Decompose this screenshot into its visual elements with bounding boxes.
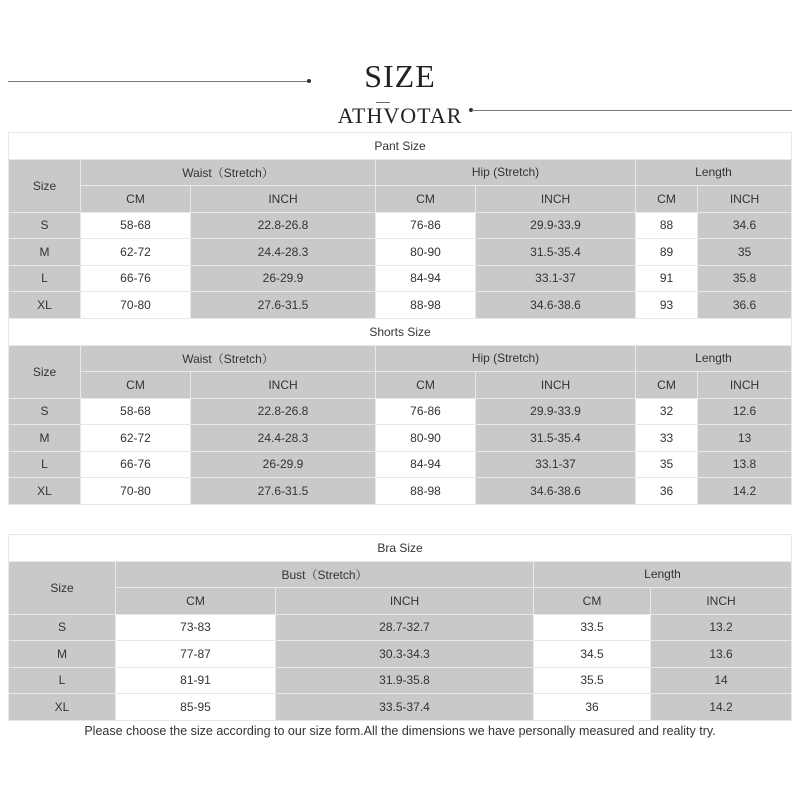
group-header-row — [9, 159, 792, 186]
value-cell: 76-86 — [376, 212, 476, 239]
value-cell: 88 — [636, 212, 698, 239]
table-row — [9, 398, 792, 425]
table-caption: Shorts Size — [9, 319, 792, 346]
table-caption-row — [9, 319, 792, 346]
size-cell: XL — [9, 478, 81, 505]
value-cell: 28.7-32.7 — [276, 614, 534, 641]
group-header: Waist（Stretch） — [81, 345, 376, 372]
value-cell: 31.5-35.4 — [476, 425, 636, 452]
value-cell: 12.6 — [698, 398, 792, 425]
value-cell: 36 — [534, 694, 651, 721]
value-cell: 29.9-33.9 — [476, 398, 636, 425]
value-cell: 13.8 — [698, 451, 792, 478]
value-cell: 13 — [698, 425, 792, 452]
unit-header: INCH — [651, 588, 792, 615]
size-cell: XL — [9, 292, 81, 319]
table-row — [9, 425, 792, 452]
group-header-row — [9, 561, 792, 588]
table-caption-row — [9, 535, 792, 562]
value-cell: 27.6-31.5 — [191, 292, 376, 319]
value-cell: 89 — [636, 239, 698, 266]
value-cell: 36 — [636, 478, 698, 505]
value-cell: 66-76 — [81, 265, 191, 292]
value-cell: 30.3-34.3 — [276, 641, 534, 668]
unit-header: CM — [636, 186, 698, 213]
unit-header: CM — [376, 372, 476, 399]
value-cell: 93 — [636, 292, 698, 319]
unit-header: INCH — [476, 372, 636, 399]
brand-name: ATHVOTAR — [337, 103, 463, 128]
size-cell: M — [9, 239, 81, 266]
size-cell: M — [9, 641, 116, 668]
size-cell: S — [9, 398, 81, 425]
unit-header: INCH — [191, 186, 376, 213]
value-cell: 31.5-35.4 — [476, 239, 636, 266]
value-cell: 34.6 — [698, 212, 792, 239]
value-cell: 73-83 — [116, 614, 276, 641]
value-cell: 84-94 — [376, 451, 476, 478]
bra-size-table — [8, 534, 792, 721]
value-cell: 34.6-38.6 — [476, 292, 636, 319]
value-cell: 14.2 — [698, 478, 792, 505]
table-row — [9, 451, 792, 478]
size-cell: S — [9, 614, 116, 641]
value-cell: 77-87 — [116, 641, 276, 668]
value-cell: 33.5-37.4 — [276, 694, 534, 721]
value-cell: 36.6 — [698, 292, 792, 319]
size-header: Size — [9, 345, 81, 398]
size-cell: L — [9, 265, 81, 292]
unit-header: CM — [534, 588, 651, 615]
value-cell: 62-72 — [81, 239, 191, 266]
value-cell: 22.8-26.8 — [191, 212, 376, 239]
value-cell: 31.9-35.8 — [276, 667, 534, 694]
unit-header: INCH — [276, 588, 534, 615]
value-cell: 14.2 — [651, 694, 792, 721]
value-cell: 35.8 — [698, 265, 792, 292]
value-cell: 58-68 — [81, 212, 191, 239]
table-row — [9, 641, 792, 668]
page-title: SIZE — [364, 58, 436, 94]
group-header: Bust（Stretch） — [116, 561, 534, 588]
value-cell: 34.6-38.6 — [476, 478, 636, 505]
table-caption-row — [9, 133, 792, 160]
value-cell: 34.5 — [534, 641, 651, 668]
table-row — [9, 212, 792, 239]
size-cell: M — [9, 425, 81, 452]
value-cell: 35 — [636, 451, 698, 478]
table-caption: Bra Size — [9, 535, 792, 562]
size-cell: L — [9, 451, 81, 478]
value-cell: 81-91 — [116, 667, 276, 694]
group-header-row — [9, 345, 792, 372]
unit-header: CM — [81, 186, 191, 213]
shorts-size-table — [8, 318, 792, 505]
table-row — [9, 478, 792, 505]
value-cell: 80-90 — [376, 425, 476, 452]
table-row — [9, 667, 792, 694]
table-row — [9, 265, 792, 292]
unit-header: CM — [636, 372, 698, 399]
unit-header: INCH — [476, 186, 636, 213]
group-header: Hip (Stretch) — [376, 159, 636, 186]
value-cell: 14 — [651, 667, 792, 694]
group-header: Length — [636, 345, 792, 372]
value-cell: 76-86 — [376, 398, 476, 425]
unit-header: INCH — [698, 186, 792, 213]
value-cell: 24.4-28.3 — [191, 425, 376, 452]
value-cell: 33.1-37 — [476, 451, 636, 478]
unit-header: INCH — [698, 372, 792, 399]
value-cell: 88-98 — [376, 292, 476, 319]
pant-size-table — [8, 132, 792, 319]
value-cell: 22.8-26.8 — [191, 398, 376, 425]
value-cell: 33.5 — [534, 614, 651, 641]
value-cell: 24.4-28.3 — [191, 239, 376, 266]
value-cell: 29.9-33.9 — [476, 212, 636, 239]
value-cell: 32 — [636, 398, 698, 425]
unit-header: CM — [81, 372, 191, 399]
table-row — [9, 292, 792, 319]
size-header: Size — [9, 159, 81, 212]
value-cell: 33.1-37 — [476, 265, 636, 292]
value-cell: 85-95 — [116, 694, 276, 721]
value-cell: 13.2 — [651, 614, 792, 641]
unit-header: CM — [376, 186, 476, 213]
unit-header: INCH — [191, 372, 376, 399]
size-header: Size — [9, 561, 116, 614]
value-cell: 27.6-31.5 — [191, 478, 376, 505]
value-cell: 35.5 — [534, 667, 651, 694]
value-cell: 91 — [636, 265, 698, 292]
value-cell: 66-76 — [81, 451, 191, 478]
value-cell: 26-29.9 — [191, 451, 376, 478]
value-cell: 26-29.9 — [191, 265, 376, 292]
size-cell: S — [9, 212, 81, 239]
unit-header: CM — [116, 588, 276, 615]
value-cell: 88-98 — [376, 478, 476, 505]
value-cell: 62-72 — [81, 425, 191, 452]
decor-line-right — [472, 110, 792, 111]
size-note: Please choose the size according to our size form.All the dimensions we have personally measured and reality try. — [84, 724, 716, 738]
group-header: Length — [636, 159, 792, 186]
value-cell: 80-90 — [376, 239, 476, 266]
table-caption: Pant Size — [9, 133, 792, 160]
value-cell: 70-80 — [81, 478, 191, 505]
group-header: Hip (Stretch) — [376, 345, 636, 372]
unit-header-row — [9, 588, 792, 615]
value-cell: 58-68 — [81, 398, 191, 425]
value-cell: 84-94 — [376, 265, 476, 292]
table-row — [9, 614, 792, 641]
group-header: Length — [534, 561, 792, 588]
unit-header-row — [9, 372, 792, 399]
table-row — [9, 239, 792, 266]
value-cell: 70-80 — [81, 292, 191, 319]
unit-header-row — [9, 186, 792, 213]
group-header: Waist（Stretch） — [81, 159, 376, 186]
value-cell: 13.6 — [651, 641, 792, 668]
table-row — [9, 694, 792, 721]
value-cell: 35 — [698, 239, 792, 266]
value-cell: 33 — [636, 425, 698, 452]
size-cell: XL — [9, 694, 116, 721]
size-cell: L — [9, 667, 116, 694]
